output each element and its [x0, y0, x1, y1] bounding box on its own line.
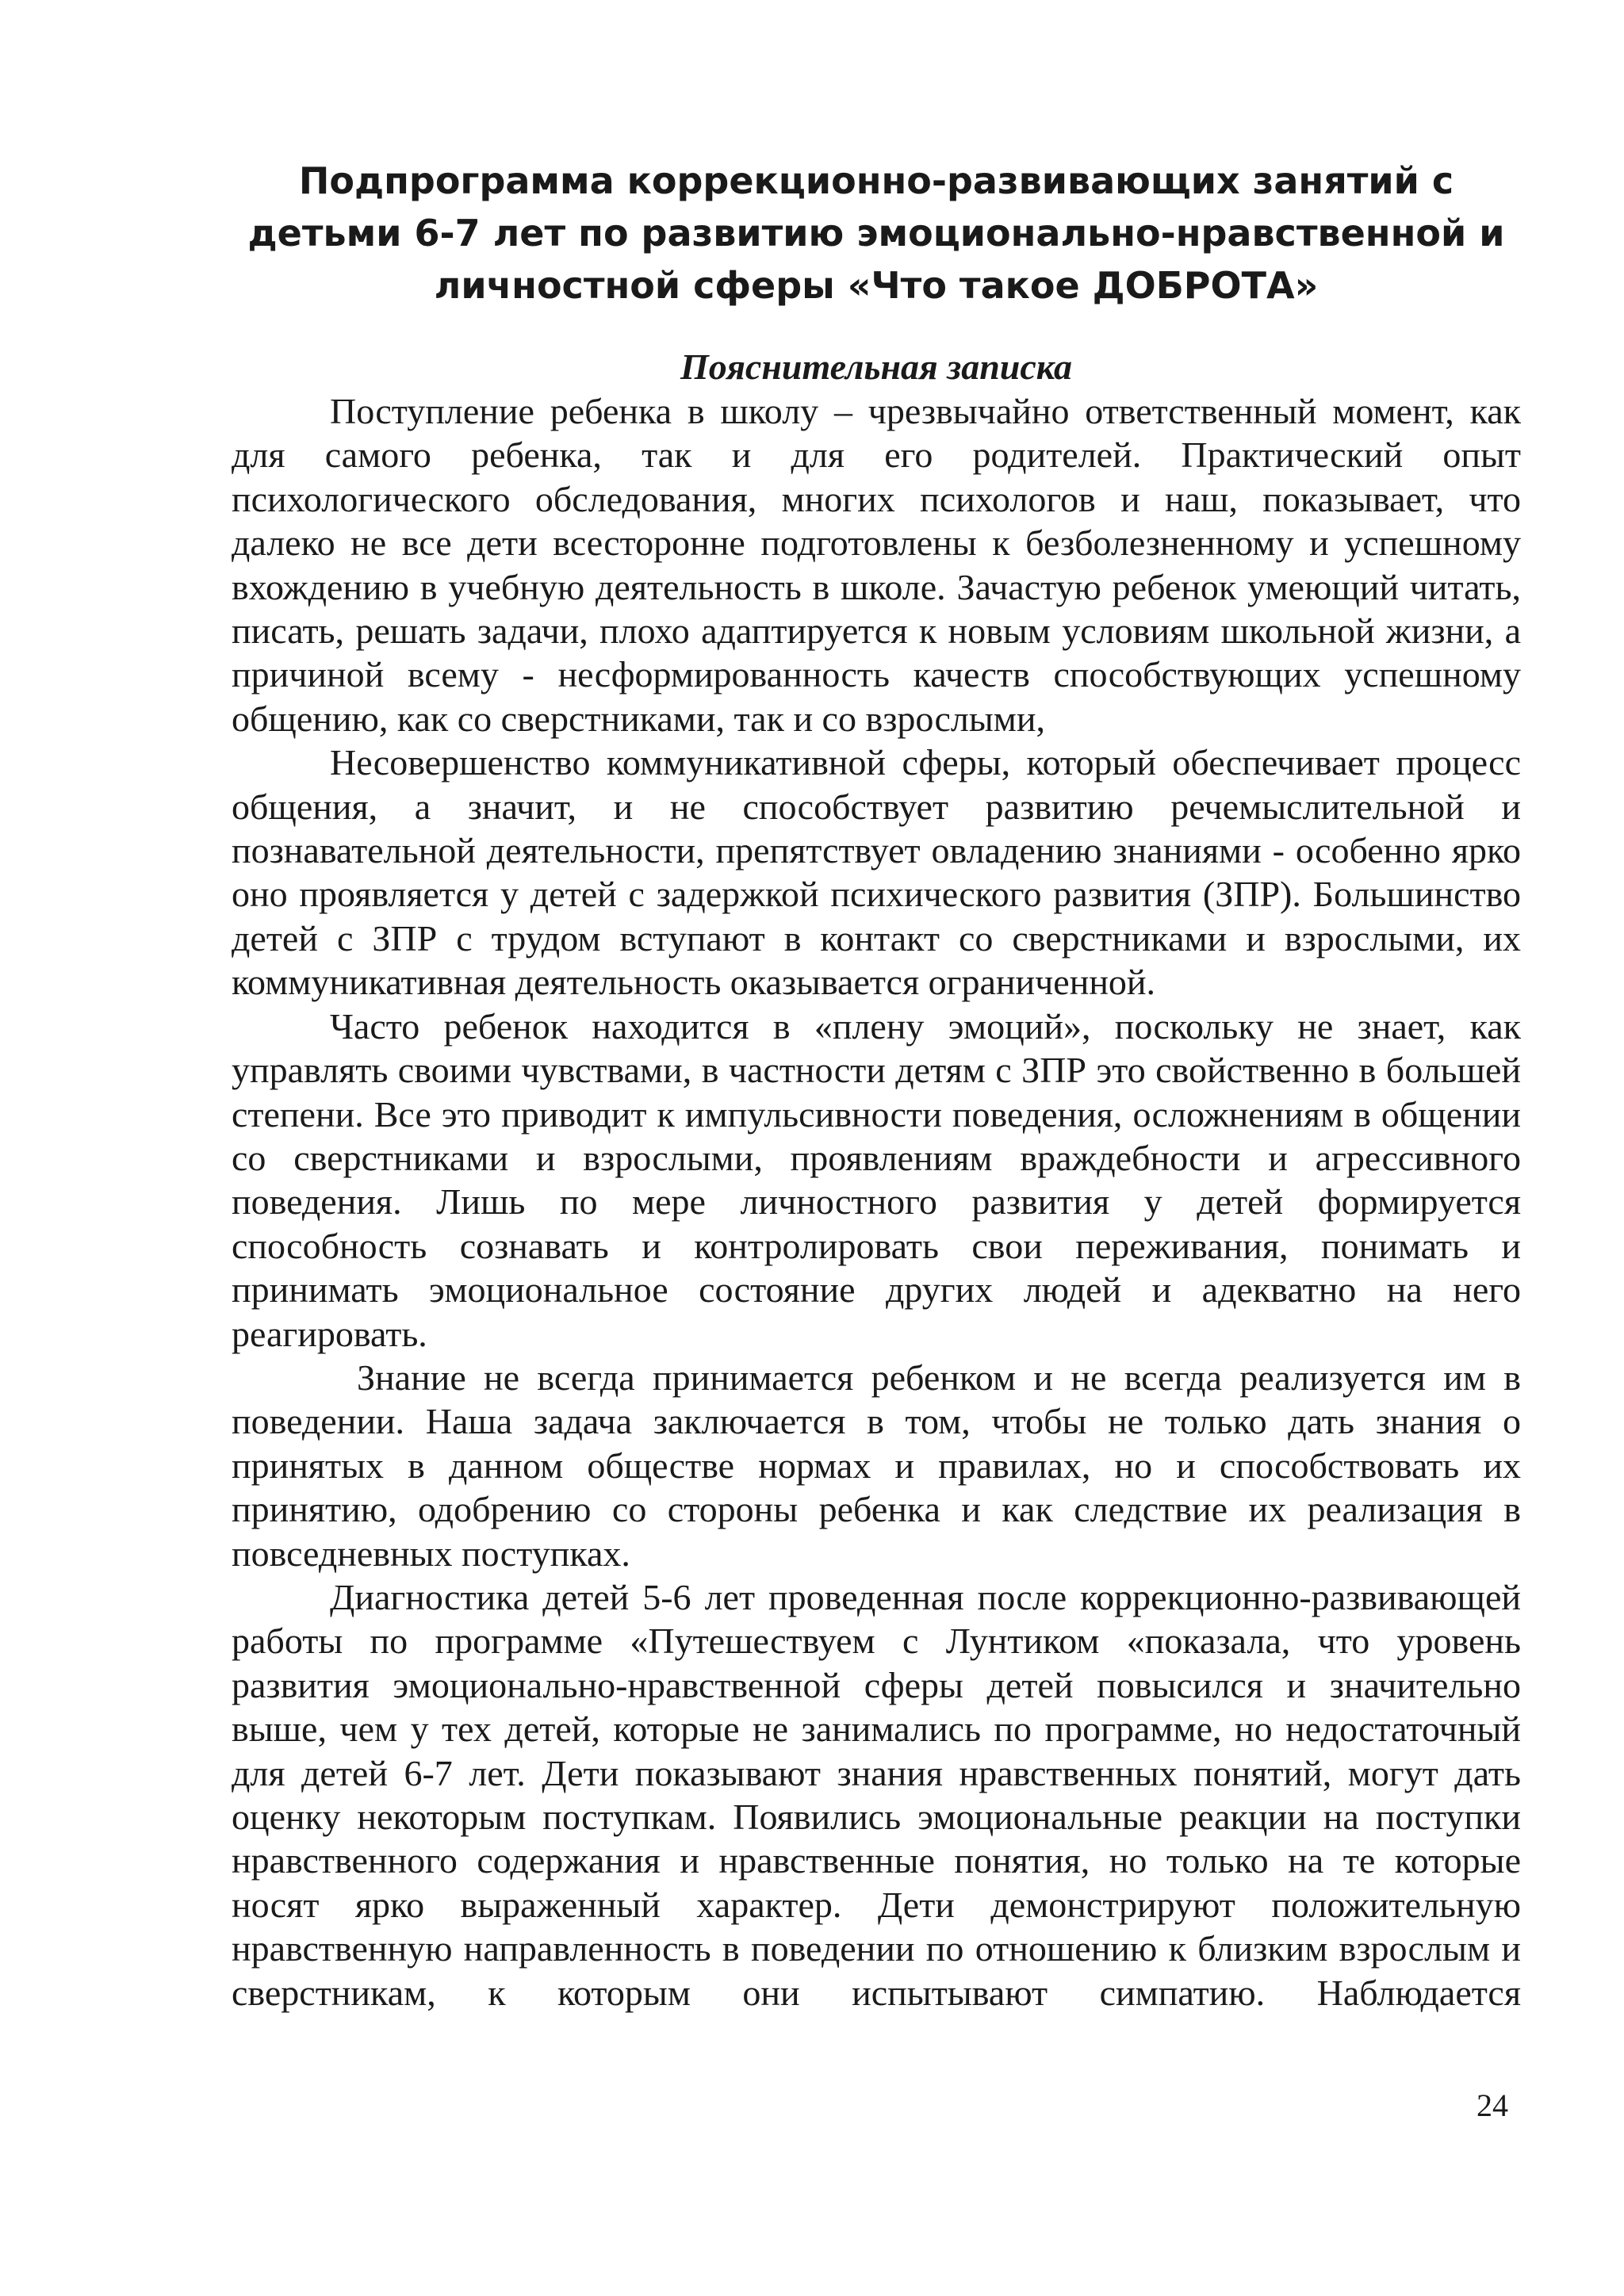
body-text	[232, 389, 1521, 2015]
title-line-3: личностной сферы «Что такое ДОБРОТА»	[434, 264, 1319, 307]
paragraph-1: Поступление ребенка в школу – чрезвычайно ответственный момент, как для самого ребенка, так и для его родителей. Практический опыт психологического обследования, многих психологов и наш, показывает, что далеко не все дети всесторонне подготовлены к безболезненному и успешному вхождению в учебную деятельность в школе. Зачастую ребенок умеющий читать, писать, решать задачи, плохо адаптируется к новым условиям школьной жизни, а причиной всему - несформированность качеств способствующих успешному общению, как со сверстниками, так и со взрослыми,	[232, 391, 1521, 739]
paragraph-4: Знание не всегда принимается ребенком и не всегда реализуется им в поведении. Наша задача заключается в том, чтобы не только дать знания о принятых в данном обществе нормах и правилах, но и способствовать их принятию, одобрению со стороны ребенка и как следствие их реализация в повседневных поступках.	[232, 1357, 1521, 1574]
document-page	[232, 155, 1521, 2015]
title-line-2: детьми 6-7 лет по развитию эмоционально-нравственной и	[247, 212, 1505, 254]
paragraph-5: Диагностика детей 5-6 лет проведенная после коррекционно-развивающей работы по программе «Путешествуем с Лунтиком «показала, что уровень развития эмоционально-нравственной сферы детей повысился и значительно выше, чем у тех детей, которые не занимались по программе, но недостаточный для детей 6-7 лет. Дети показывают знания нравственных понятий, могут дать оценку некоторым поступкам. Появились эмоциональные реакции на поступки нравственного содержания и нравственные понятия, но только на те которые носят ярко выраженный характер. Дети демонстрируют положительную нравственную направленность в поведении по отношению к близким взрослым и сверстникам, к которым они испытывают симпатию. Наблюдается	[232, 1576, 1521, 2013]
section-subtitle: Пояснительная записка	[680, 346, 1072, 387]
paragraph-3: Часто ребенок находится в «плену эмоций», поскольку не знает, как управлять своими чувствами, в частности детям с ЗПР это свойственно в большей степени. Все это приводит к импульсивности поведения, осложнениям в общении со сверстниками и взрослыми, проявлениям враждебности и агрессивного поведения. Лишь по мере личностного развития у детей формируется способность сознавать и контролировать свои переживания, понимать и принимать эмоциональное состояние других людей и адекватно на него реагировать.	[232, 1005, 1521, 1354]
page-number: 24	[1477, 2087, 1508, 2123]
document-title	[232, 155, 1521, 312]
title-line-1: Подпрограмма коррекционно-развивающих занятий с	[298, 159, 1454, 202]
paragraph-2: Несовершенство коммуникативной сферы, который обеспечивает процесс общения, а значит, и не способствует развитию речемыслительной и познавательной деятельности, препятствует овладению знаниями - особенно ярко оно проявляется у детей с задержкой психического развития (ЗПР). Большинство детей с ЗПР с трудом вступают в контакт со сверстниками и взрослыми, их коммуникативная деятельность оказывается ограниченной.	[232, 742, 1521, 1003]
